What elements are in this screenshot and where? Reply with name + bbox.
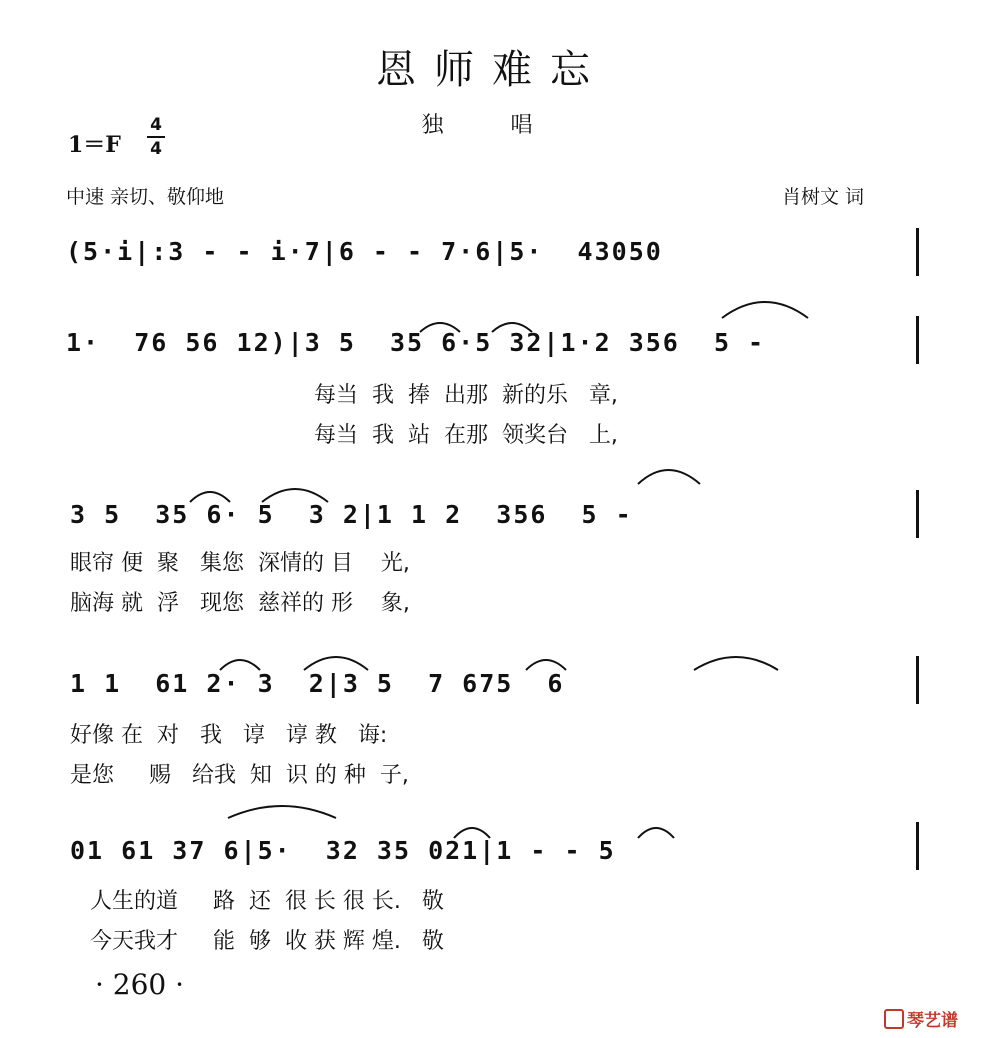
slur-mark xyxy=(694,657,778,670)
lyrics-row-4-verse-1: 好像 在 对 我 谆 谆 教 诲: xyxy=(70,723,388,748)
watermark-logo xyxy=(884,1006,958,1031)
time-signature-bottom: 4 xyxy=(150,139,162,159)
notation-row-2: 1· 76 56 12)|3 5 35 6·5 32|1·2 356 5 - xyxy=(66,328,766,357)
slur-mark xyxy=(454,828,490,838)
slur-mark xyxy=(492,323,532,332)
slur-mark xyxy=(526,660,566,670)
song-title: 恩师难忘 xyxy=(376,47,608,93)
time-signature-top: 4 xyxy=(150,115,162,135)
slur-mark xyxy=(262,489,328,502)
notation-row-1: (5·i|:3 - - i·7|6 - - 7·6|5· 43050 xyxy=(66,237,663,266)
lyrics-row-5-verse-1: 人生的道 路 还 很 长 很 长. 敬 xyxy=(90,889,444,914)
slur-mark xyxy=(420,323,460,332)
slur-mark xyxy=(228,806,336,818)
notation-row-5: 01 61 37 6|5· 32 35 021|1 - - 5 xyxy=(70,836,616,865)
lyrics-row-2-verse-1: 每当 我 捧 出那 新的乐 章, xyxy=(314,383,618,408)
lyrics-row-3-verse-2: 脑海 就 浮 现您 慈祥的 形 象, xyxy=(70,591,410,616)
slur-mark xyxy=(304,657,368,670)
slur-mark xyxy=(638,470,700,484)
page-number: · 260 · xyxy=(95,968,185,1001)
watermark-text: 琴艺谱 xyxy=(907,1011,958,1031)
lyrics-row-4-verse-2: 是您 赐 给我 知 识 的 种 子, xyxy=(70,763,409,788)
piano-logo-icon xyxy=(884,1009,904,1029)
lyrics-row-3-verse-1: 眼帘 便 聚 集您 深情的 目 光, xyxy=(70,551,410,576)
slur-mark xyxy=(638,828,674,838)
notation-row-3: 3 5 35 6· 5 3 2|1 1 2 356 5 - xyxy=(70,500,633,529)
performance-type: 独 唱 xyxy=(421,113,563,138)
slur-mark xyxy=(722,302,808,318)
key-signature: 1＝F xyxy=(68,132,121,158)
lyrics-row-2-verse-2: 每当 我 站 在那 领奖台 上, xyxy=(314,423,618,448)
lyricist-credit: 肖树文 词 xyxy=(782,186,865,208)
notation-row-4: 1 1 61 2· 3 2|3 5 7 675 6 xyxy=(70,669,565,698)
slur-mark xyxy=(190,492,230,502)
lyrics-row-5-verse-2: 今天我才 能 够 收 获 辉 煌. 敬 xyxy=(90,929,444,954)
slur-mark xyxy=(220,660,260,670)
tempo-marking: 中速 亲切、敬仰地 xyxy=(66,186,225,208)
